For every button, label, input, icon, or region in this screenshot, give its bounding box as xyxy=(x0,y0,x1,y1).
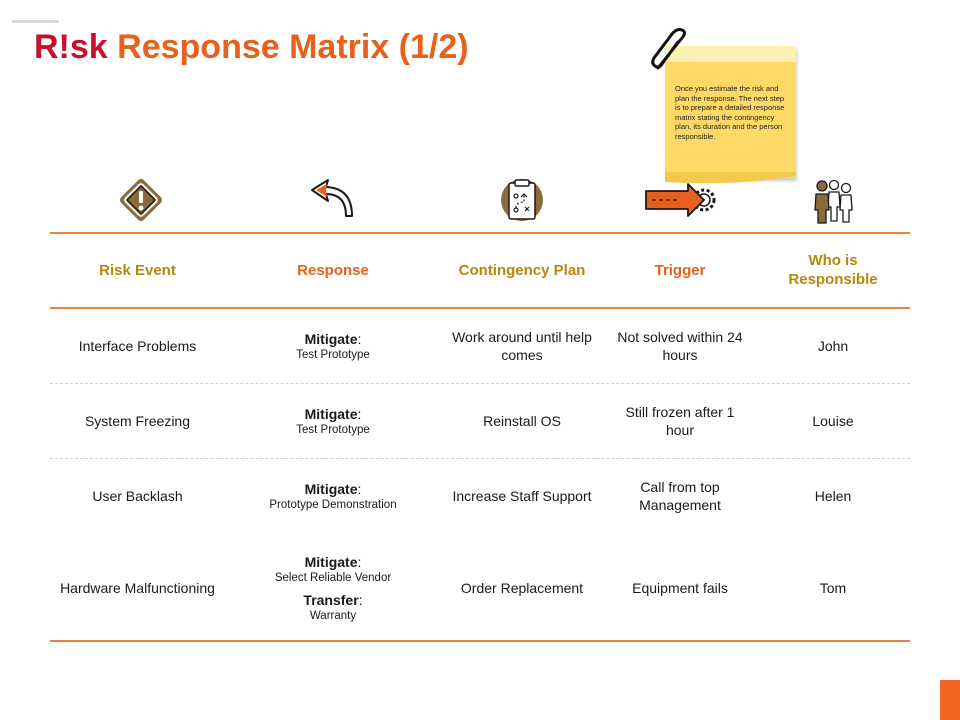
warning-diamond-icon xyxy=(117,176,165,224)
people-group-icon xyxy=(810,176,858,224)
table-cell-response: Mitigate: Test Prototype xyxy=(296,406,370,436)
response-detail: Prototype Demonstration xyxy=(269,499,397,511)
table-cell-risk-event: Interface Problems xyxy=(78,338,197,354)
response-label: Mitigate xyxy=(304,481,358,497)
header-risk-event: Risk Event xyxy=(99,261,176,279)
undo-arrow-icon xyxy=(308,176,356,224)
corner-accent-block xyxy=(940,680,960,720)
table-cell-trigger: Still frozen after 1 hour xyxy=(625,404,735,438)
response-label: Mitigate xyxy=(304,406,358,422)
paperclip-icon xyxy=(648,28,692,76)
table-cell-response: Mitigate: Select Reliable Vendor Transfer: Warranty xyxy=(274,553,392,622)
response-label: Transfer xyxy=(303,591,359,608)
sticky-note-text: Once you estimate the risk and plan the response. The next step is to prepare a detailed response matrix stating the contingency plan, its duration and the person responsible. xyxy=(675,84,785,141)
table-cell-response: Mitigate: Test Prototype xyxy=(296,331,370,361)
top-decor-rule xyxy=(12,20,59,23)
table-cell-who: John xyxy=(817,338,849,354)
response-label: Mitigate xyxy=(304,331,358,347)
table-cell-risk-event: Hardware Malfunctioning xyxy=(60,579,215,596)
header-contingency-plan: Contingency Plan xyxy=(458,261,586,279)
table-cell-trigger: Call from top Management xyxy=(639,479,721,513)
header-trigger: Trigger xyxy=(654,261,706,279)
title-rest: Response Matrix (1/2) xyxy=(117,28,469,66)
table-cell-who: Tom xyxy=(819,579,847,596)
header-response: Response xyxy=(297,261,369,279)
table-cell-contingency-plan: Order Replacement xyxy=(460,579,584,596)
table-top-rule xyxy=(50,232,910,234)
clipboard-plan-icon xyxy=(498,176,546,224)
table-cell-contingency-plan: Reinstall OS xyxy=(483,413,561,429)
table-cell-contingency-plan: Work around until help comes xyxy=(452,329,592,363)
table-cell-trigger: Not solved within 24 hours xyxy=(617,329,743,363)
table-cell-response: Mitigate: Prototype Demonstration xyxy=(269,481,397,511)
table-cell-contingency-plan: Increase Staff Support xyxy=(452,488,592,504)
table-cell-risk-event: User Backlash xyxy=(92,488,183,504)
table-cell-risk-event: System Freezing xyxy=(84,413,191,429)
page-title xyxy=(34,28,469,67)
table-cell-who: Helen xyxy=(814,488,852,504)
response-detail: Select Reliable Vendor xyxy=(274,571,392,584)
header-who-responsible: Who is Responsible xyxy=(788,252,878,288)
table-cell-who: Louise xyxy=(812,413,854,429)
table-bottom-rule xyxy=(50,640,910,642)
table-cell-trigger: Equipment fails xyxy=(632,579,728,596)
title-risk-word: R!sk xyxy=(34,28,108,66)
response-detail: Test Prototype xyxy=(296,424,370,436)
response-detail: Warranty xyxy=(309,609,357,622)
response-detail: Test Prototype xyxy=(296,349,370,361)
response-label: Mitigate xyxy=(304,553,358,570)
arrow-gear-icon xyxy=(644,176,718,224)
